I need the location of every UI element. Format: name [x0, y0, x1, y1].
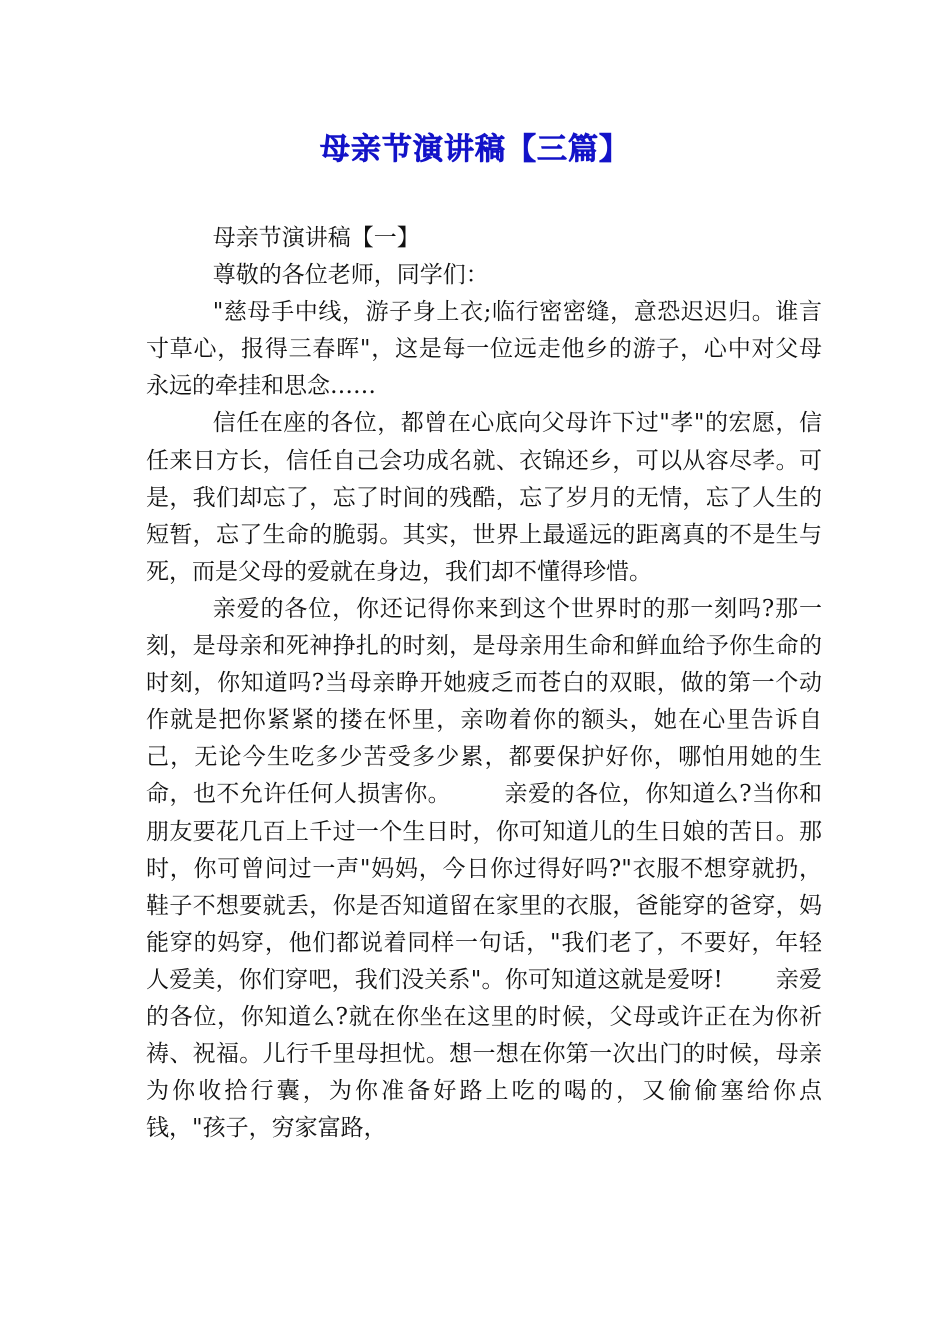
paragraph-sentence: 亲爱的各位，你知道么?就在你坐在这里的时候，父母或许正在为你祈祷、祝福。儿行千里母担忧。想一想在你第一次出门的时候，母亲为你收拾行囊，为你准备好路上吃的喝的，又偷偷塞给你点钱，"孩子，穷家富路，	[146, 966, 823, 1142]
paragraph: "慈母手中线，游子身上衣;临行密密缝，意恐迟迟归。谁言寸草心，报得三春晖"，这是每一位远走他乡的游子，心中对父母永远的牵挂和思念……	[146, 299, 822, 400]
section-heading: 母亲节演讲稿【一】	[212, 225, 420, 251]
paragraph	[146, 591, 822, 1147]
paragraph-sentence: 亲爱的各位，你还记得你来到这个世界时的那一刻吗?那一刻，是母亲和死神挣扎的时刻，是母亲用生命和鲜血给予你生命的时刻，你知道吗?当母亲睁开她疲乏而苍白的双眼，做的第一个动作就是把你紧紧的搂在怀里，亲吻着你的额头，她在心里告诉自己，无论今生吃多少苦受多少累，都要保护好你，哪怕用她的生命，也不允许任何人损害你。	[146, 595, 822, 808]
document-body	[146, 220, 822, 1147]
salutation: 尊敬的各位老师，同学们：	[212, 262, 489, 289]
document-title: 母亲节演讲稿【三篇】	[320, 132, 630, 167]
paragraph-sentence: 亲爱的各位，你知道么?当你和朋友要花几百上千过一个生日时，你可知道儿的生日娘的苦日。那时，你可曾问过一声"妈妈，今日你过得好吗?"衣服不想穿就扔，鞋子不想要就丢，你是否知道留在家里的衣服，爸能穿的爸穿，妈能穿的妈穿，他们都说着同样一句话，"我们老了，不要好，年轻人爱美，你们穿吧，我们没关系"。你可知道这就是爱呀!	[146, 781, 822, 993]
paragraph: 信任在座的各位，都曾在心底向父母许下过"孝"的宏愿，信任来日方长，信任自己会功成名就、衣锦还乡，可以从容尽孝。可是，我们却忘了，忘了时间的残酷，忘了岁月的无情，忘了人生的短暂，忘了生命的脆弱。其实，世界上最遥远的距离真的不是生与死，而是父母的爱就在身边，我们却不懂得珍惜。	[146, 410, 822, 585]
